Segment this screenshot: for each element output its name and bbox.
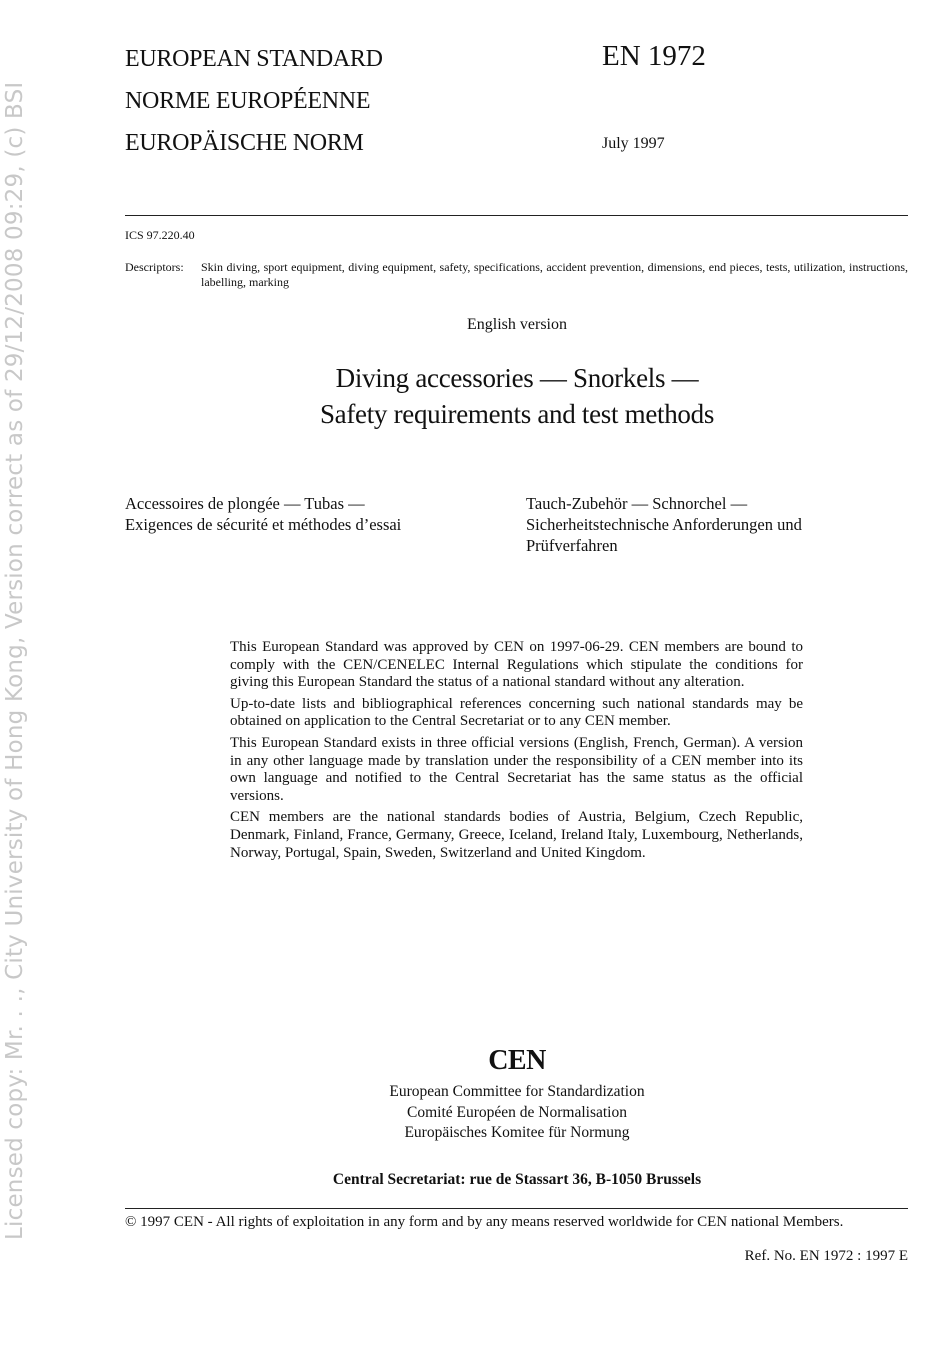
german-title — [526, 493, 908, 556]
main-title — [217, 360, 817, 432]
french-title-line-1: Accessoires de plongée — Tubas — — [125, 494, 365, 513]
german-title-line-3: Prüfverfahren — [526, 536, 618, 555]
notice-paragraph-members: CEN members are the national standards bodies of Austria, Belgium, Czech Republic, Denmark, Finland, France, Germany, Greece, Iceland, Ireland Italy, Luxembourg, Netherlands, Norway, Portugal, Spain, Sweden, Switzerland and United Kingdom. — [230, 809, 803, 861]
cen-name-de: Europäisches Komitee für Normung — [404, 1124, 630, 1141]
watermark-text: Licensed copy: Mr. . ., City University of Hong Kong, Version correct as of 29/12/2008 09:29, (c) BSI — [2, 81, 28, 1240]
main-title-line-1: Diving accessories — Snorkels — — [335, 363, 699, 393]
publication-date: July 1997 — [602, 135, 665, 152]
standard-title-en: EUROPEAN STANDARD — [125, 46, 383, 72]
notice-paragraph-versions: This European Standard exists in three official versions (English, French, German). A version in any other language made by translation under the responsibility of a CEN member into its own language and notified to the Central Secretariat has the same status as the official versions. — [230, 734, 803, 804]
version-label: English version — [467, 316, 567, 333]
cen-name-en: European Committee for Standardization — [389, 1083, 645, 1100]
reference-number: Ref. No. EN 1972 : 1997 E — [744, 1248, 908, 1264]
ics-code: ICS 97.220.40 — [125, 228, 195, 242]
footer-divider — [125, 1208, 908, 1209]
cen-logo: CEN — [488, 1045, 546, 1076]
french-title-line-2: Exigences de sécurité et méthodes d’essai — [125, 515, 402, 534]
standard-title-de: EUROPÄISCHE NORM — [125, 130, 364, 156]
cen-name-fr: Comité Européen de Normalisation — [407, 1103, 627, 1121]
descriptors-text: Skin diving, sport equipment, diving equipment, safety, specifications, accident prevention, dimensions, end pieces, tests, utilization, instructions, labelling, marking — [201, 260, 908, 289]
header-divider — [125, 215, 908, 216]
cen-names — [267, 1082, 767, 1144]
approval-notice — [230, 639, 803, 866]
standard-title-fr: NORME EUROPÉENNE — [125, 88, 371, 114]
german-title-line-2: Sicherheitstechnische Anforderungen und — [526, 515, 802, 534]
french-title — [125, 493, 505, 535]
main-title-line-2: Safety requirements and test methods — [319, 399, 715, 429]
standard-number: EN 1972 — [602, 40, 706, 72]
descriptors-label: Descriptors: — [125, 260, 184, 274]
central-secretariat-address: Central Secretariat: rue de Stassart 36, B-1050 Brussels — [332, 1171, 702, 1188]
notice-paragraph-references: Up-to-date lists and bibliographical references concerning such national standards may be obtained on application to the Central Secretariat or to any CEN member. — [230, 695, 803, 730]
copyright-notice: © 1997 CEN - All rights of exploitation in any form and by any means reserved worldwide for CEN national Members. — [125, 1214, 844, 1230]
notice-paragraph-approval: This European Standard was approved by CEN on 1997-06-29. CEN members are bound to comply with the CEN/CENELEC Internal Regulations which stipulate the conditions for giving this European Standard the status of a national standard without any alteration. — [230, 639, 803, 691]
german-title-line-1: Tauch-Zubehör — Schnorchel — — [526, 494, 748, 513]
